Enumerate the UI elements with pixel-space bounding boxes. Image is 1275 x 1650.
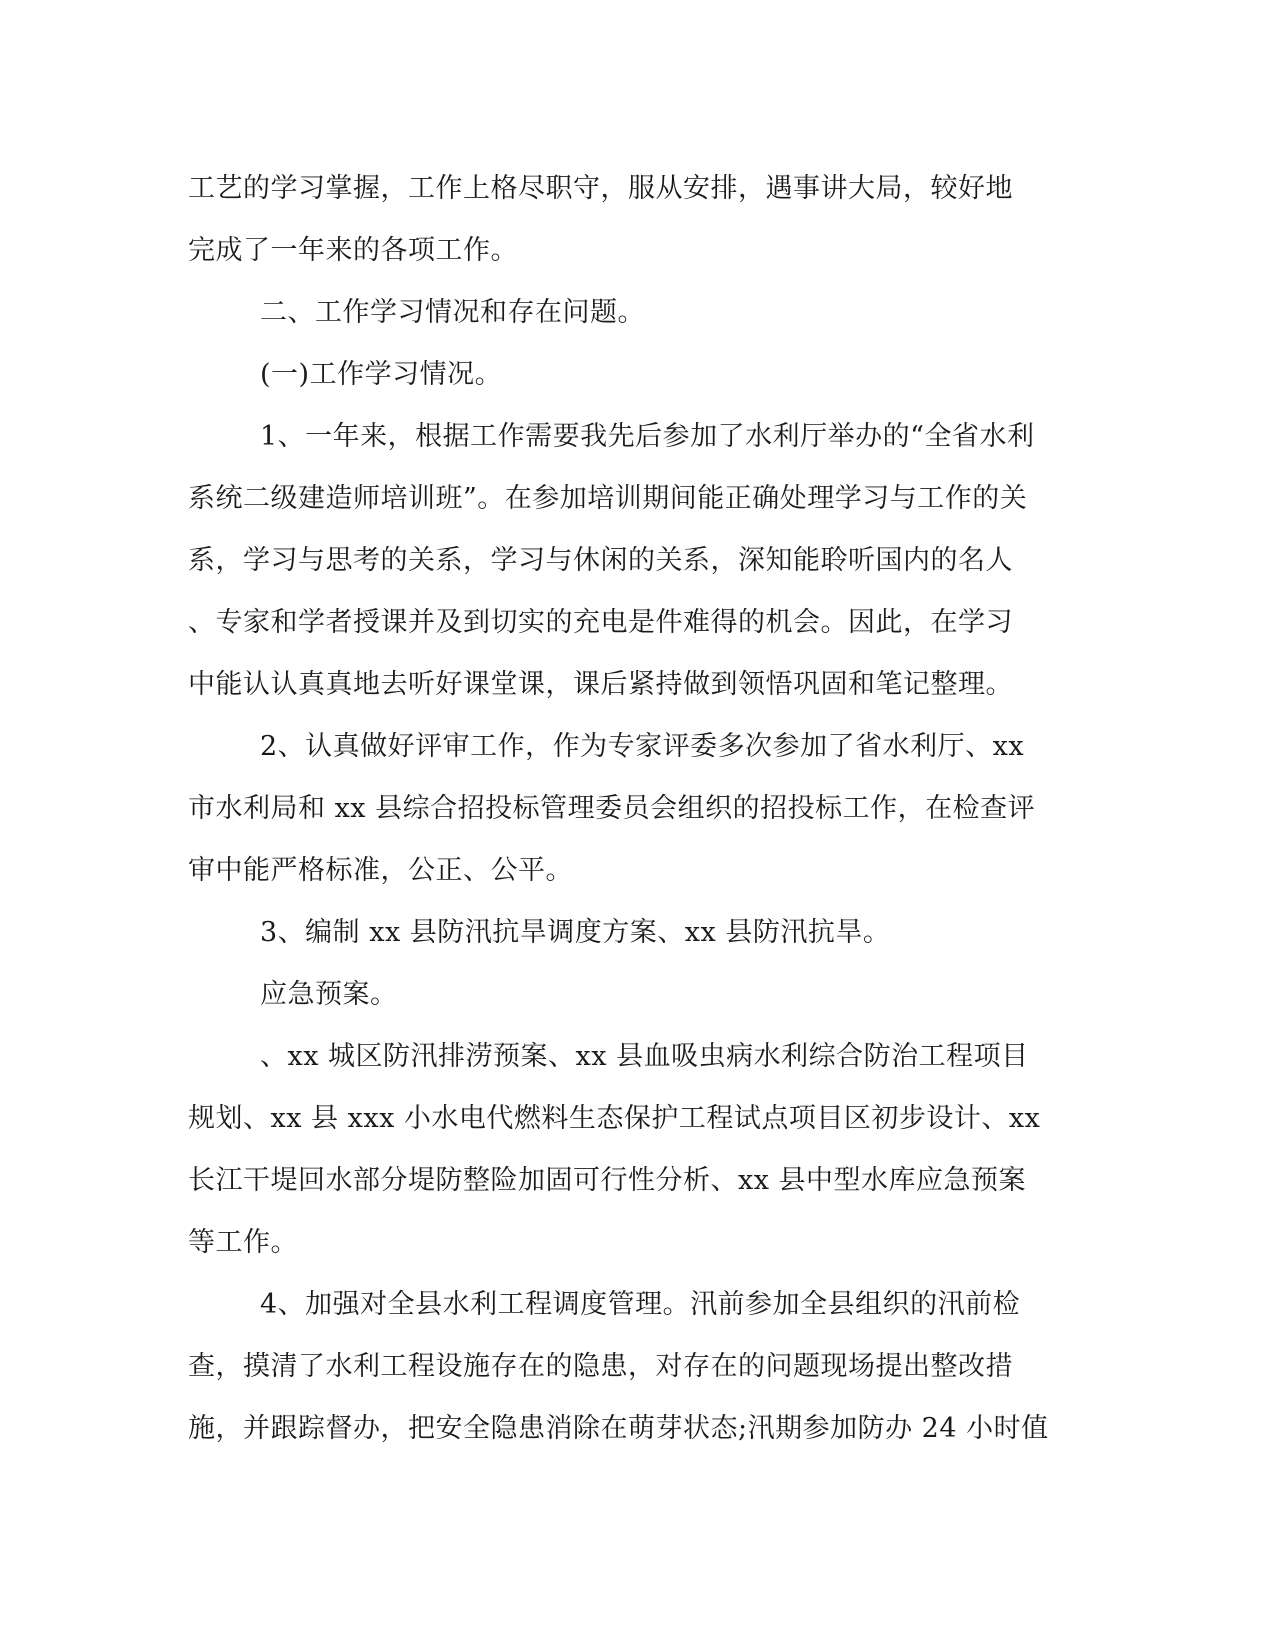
text-line: 完成了一年来的各项工作。 (188, 235, 518, 266)
text-line: 、专家和学者授课并及到切实的充电是件难得的机会。因此，在学习 (188, 607, 1013, 638)
text-line: 查，摸清了水利工程设施存在的隐患，对存在的问题现场提出整改措 (188, 1351, 1013, 1382)
text-line: 4、加强对全县水利工程调度管理。汛前参加全县组织的汛前检 (260, 1289, 1021, 1320)
text-line: 系，学习与思考的关系，学习与休闲的关系，深知能聆听国内的名人 (188, 545, 1013, 576)
text-line: 系统二级建造师培训班”。在参加培训期间能正确处理学习与工作的关 (188, 483, 1028, 514)
text-line: 等工作。 (188, 1227, 298, 1258)
section-heading: 二、工作学习情况和存在问题。 (260, 297, 645, 328)
text-line: 中能认认真真地去听好课堂课，课后紧持做到领悟巩固和笔记整理。 (188, 669, 1013, 700)
subsection-heading: (一)工作学习情况。 (260, 359, 503, 390)
text-line: 2、认真做好评审工作，作为专家评委多次参加了省水利厅、xx (260, 731, 1025, 762)
text-line: 规划、xx 县 xxx 小水电代燃料生态保护工程试点项目区初步设计、xx (188, 1103, 1041, 1134)
text-line: 施，并跟踪督办，把安全隐患消除在萌芽状态;汛期参加防办 24 小时值 (188, 1413, 1049, 1444)
text-line: 1、一年来，根据工作需要我先后参加了水利厅举办的“全省水利 (260, 421, 1035, 452)
text-line: 应急预案。 (260, 979, 398, 1010)
text-line: 工艺的学习掌握，工作上格尽职守，服从安排，遇事讲大局，较好地 (188, 173, 1013, 204)
text-line: 审中能严格标准，公正、公平。 (188, 855, 573, 886)
text-line: 市水利局和 xx 县综合招投标管理委员会组织的招投标工作，在检查评 (188, 793, 1036, 824)
document-body (188, 158, 1068, 1460)
text-line: 3、编制 xx 县防汛抗旱调度方案、xx 县防汛抗旱。 (260, 917, 891, 948)
text-line: 、xx 城区防汛排涝预案、xx 县血吸虫病水利综合防治工程项目 (260, 1041, 1029, 1072)
text-line: 长江干堤回水部分堤防整险加固可行性分析、xx 县中型水库应急预案 (188, 1165, 1027, 1196)
